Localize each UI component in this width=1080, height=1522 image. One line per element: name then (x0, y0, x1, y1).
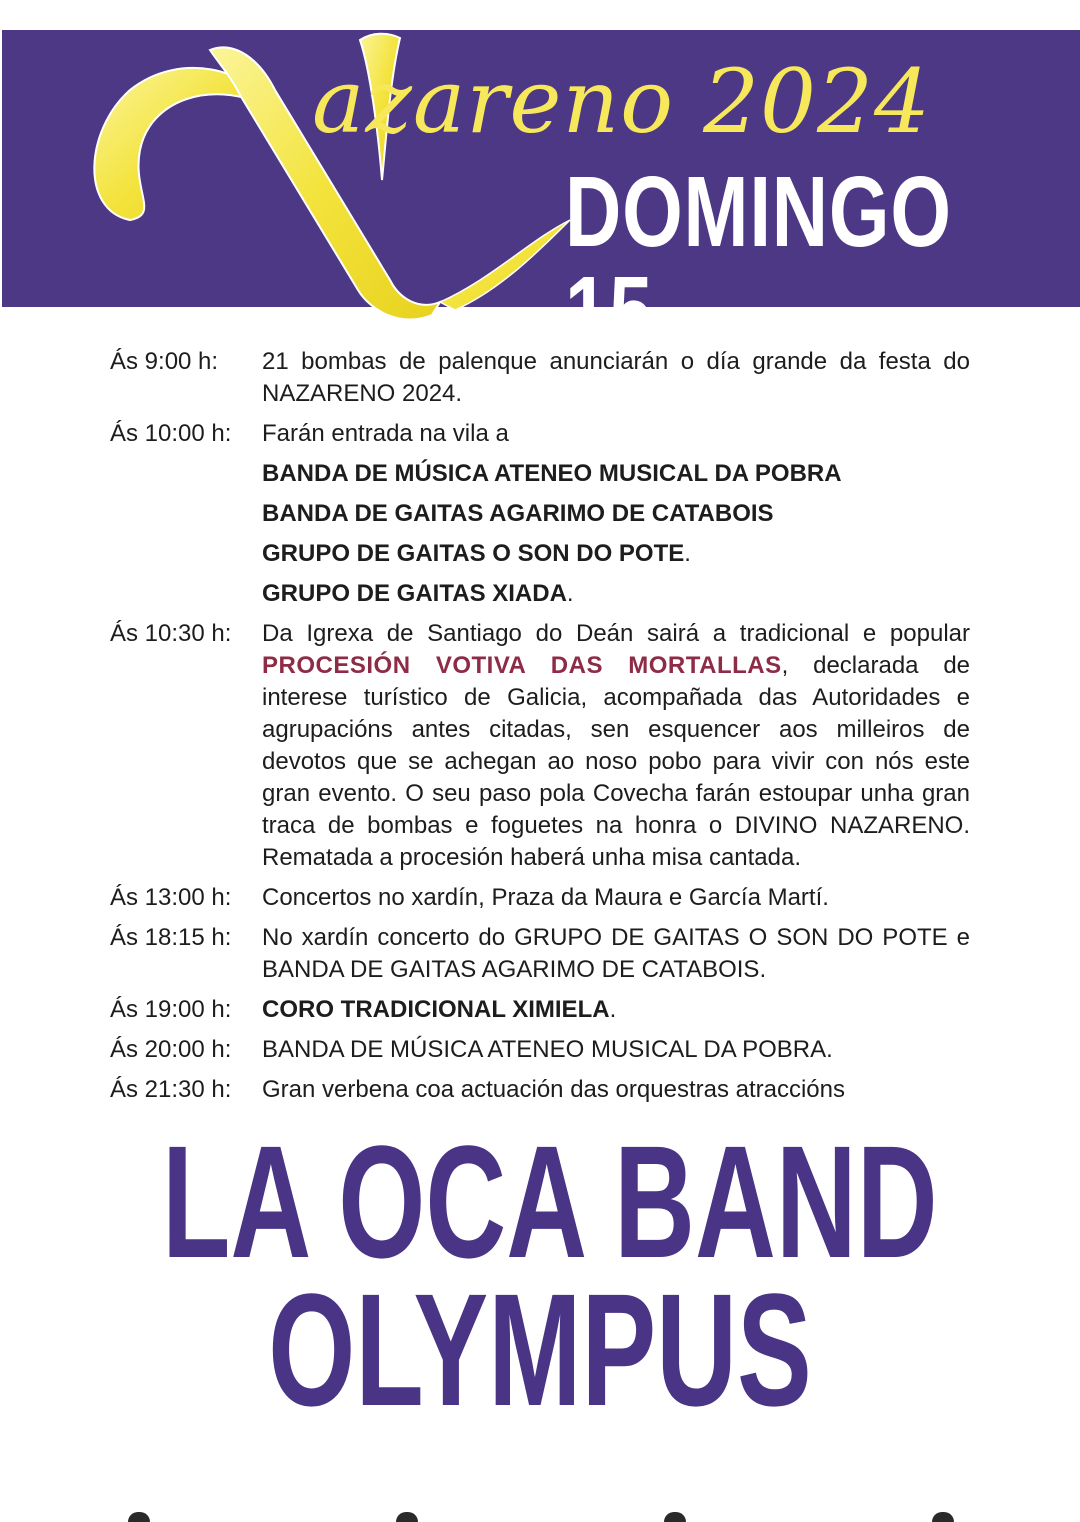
schedule-entry (110, 922, 970, 986)
svg-text:N: N (318, 34, 319, 35)
headliners (0, 1112, 1080, 1439)
schedule-list (110, 346, 970, 1114)
schedule-entry (110, 994, 970, 1026)
entry-text: Concertos no xardín, Praza da Maura e García Martí. (262, 884, 829, 911)
entry-text: BANDA DE MÚSICA ATENEO MUSICAL DA POBRA. (262, 1036, 833, 1063)
entry-time: Ás 9:00 h: (110, 348, 219, 375)
entry-time: Ás 20:00 h: (110, 1036, 232, 1063)
group-name: BANDA DE GAITAS AGARIMO DE CATABOIS (262, 500, 774, 527)
procession-highlight: PROCESIÓN VOTIVA DAS MORTALLAS (262, 652, 782, 679)
entry-time: Ás 10:30 h: (110, 620, 232, 647)
schedule-entry: Ás 10:00 h: Farán entrada na vila a BANDA DE MÚSICA ATENEO MUSICAL DA POBRA BANDA DE GAITAS AGARIMO DE CATABOIS GRUPO DE GAITAS O SON DO POTE. GRUPO DE GAITAS XIADA. (110, 418, 970, 610)
cropped-mark (932, 1512, 954, 1522)
choir-name: CORO TRADICIONAL XIMIELA (262, 996, 610, 1023)
group-name: GRUPO DE GAITAS O SON DO POTE (262, 540, 685, 567)
entry-time: Ás 13:00 h: (110, 884, 232, 911)
entry-time: Ás 19:00 h: (110, 996, 232, 1023)
footer-cropped-marks (0, 1508, 1080, 1517)
cropped-mark (396, 1512, 418, 1522)
schedule-entry (110, 1074, 970, 1106)
entry-text: Farán entrada na vila a (262, 420, 509, 447)
entry-text: Gran verbena coa actuación das orquestras atraccións (262, 1076, 845, 1103)
entry-time: Ás 10:00 h: (110, 420, 232, 447)
group-name: BANDA DE MÚSICA ATENEO MUSICAL DA POBRA (262, 460, 842, 487)
entry-text: No xardín concerto do GRUPO DE GAITAS O SON DO POTE e BANDA DE GAITAS AGARIMO DE CATABOIS. (262, 924, 970, 983)
entry-text: CORO TRADICIONAL XIMIELA. (262, 996, 617, 1023)
headliner-olympus: OLYMPUS (268, 1260, 812, 1439)
entry-text: 21 bombas de palenque anunciarán o día grande da festa do NAZARENO 2024. (262, 348, 970, 407)
cropped-mark (664, 1512, 686, 1522)
schedule-entry (110, 1034, 970, 1066)
title-text: azareno 2024 (312, 50, 932, 153)
schedule-entry (110, 618, 970, 874)
headliner-la-oca-band: LA OCA BAND (162, 1112, 938, 1291)
schedule-entry (110, 882, 970, 914)
group-name: GRUPO DE GAITAS XIADA (262, 580, 567, 607)
schedule-entry (110, 346, 970, 410)
cropped-mark (128, 1512, 150, 1522)
entry-text: Da Igrexa de Santiago do Deán sairá a tradicional e popular PROCESIÓN VOTIVA DAS MORTALLAS, declarada de interese turístico de Galicia, acompañada das Autoridades e agrupacións antes citadas, sen esquencer aos milleiros de devotos que se achegan ao noso pobo para vivir con nós este gran evento. O seu paso pola Covecha farán estoupar unha gran traca de bombas e foguetes na honra o DIVINO NAZARENO. Rematada a procesión haberá unha misa cantada. (262, 620, 971, 871)
entry-time: Ás 21:30 h: (110, 1076, 232, 1103)
entry-time: Ás 18:15 h: (110, 924, 232, 951)
subtitle-day: DOMINGO 15 (565, 156, 952, 368)
